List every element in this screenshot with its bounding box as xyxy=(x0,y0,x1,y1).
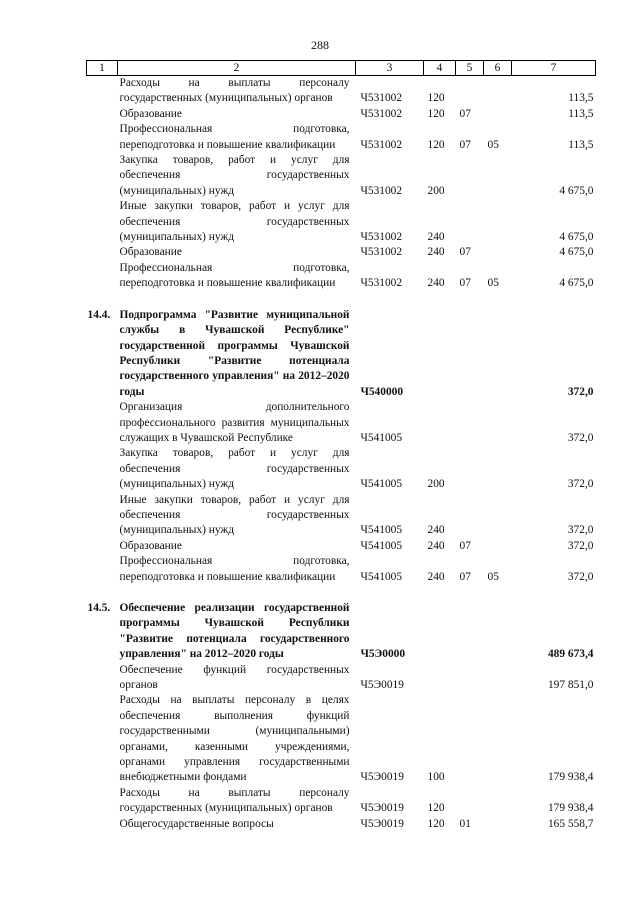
table-row xyxy=(87,199,596,245)
row-expense-type: 120 xyxy=(427,107,445,120)
column-header-section: 5 xyxy=(456,61,484,76)
row-target-code: Ч5Э0019 xyxy=(360,802,404,815)
row-target-code: Ч531002 xyxy=(360,277,403,290)
table-row xyxy=(87,400,596,446)
row-target-code: Ч5Э0019 xyxy=(360,817,404,830)
row-section: 07 xyxy=(459,107,471,120)
row-number xyxy=(87,107,118,122)
row-amount: 179 938,4 xyxy=(547,771,594,784)
row-subsection xyxy=(484,153,512,199)
row-expense-type: 240 xyxy=(427,277,445,290)
spacer-cell xyxy=(87,292,596,308)
row-amount: 4 675,0 xyxy=(559,277,594,290)
column-header-target-code: 3 xyxy=(356,61,424,76)
table-row xyxy=(87,76,596,107)
row-amount: 489 673,4 xyxy=(547,648,594,661)
row-number xyxy=(87,693,118,785)
row-expense-type: 120 xyxy=(427,802,445,815)
row-section xyxy=(456,693,484,785)
row-subsection xyxy=(484,245,512,260)
row-section: 07 xyxy=(459,277,471,290)
spacer-cell xyxy=(87,585,596,601)
column-header-number: 1 xyxy=(87,61,118,76)
row-number xyxy=(87,817,118,832)
row-number: 14.4. xyxy=(87,308,111,321)
table-row xyxy=(87,122,596,153)
row-number xyxy=(87,153,118,199)
row-spacer xyxy=(87,292,596,308)
row-expense-type: 240 xyxy=(427,231,445,244)
row-section xyxy=(456,153,484,199)
row-name: Профессиональная подготовка, переподготовка и повышение квалификации xyxy=(119,555,350,583)
row-name: Образование xyxy=(119,107,182,120)
row-name: Закупка товаров, работ и услуг для обеспечения государственных (муниципальных) нужд xyxy=(119,447,350,491)
row-target-code: Ч531002 xyxy=(360,107,403,120)
row-name: Общегосударственные вопросы xyxy=(119,817,274,830)
row-name: Иные закупки товаров, работ и услуг для обеспечения государственных (муниципальных) нужд xyxy=(119,493,350,537)
row-subsection xyxy=(484,693,512,785)
row-subsection xyxy=(484,446,512,492)
row-subsection xyxy=(484,107,512,122)
row-subsection: 05 xyxy=(487,138,499,151)
table-row xyxy=(87,261,596,292)
row-amount: 4 675,0 xyxy=(559,246,594,259)
row-expense-type: 240 xyxy=(427,570,445,583)
row-section xyxy=(456,400,484,446)
row-amount: 372,0 xyxy=(567,524,594,537)
row-name: Профессиональная подготовка, переподготовка и повышение квалификации xyxy=(119,123,350,151)
row-subsection xyxy=(484,663,512,694)
row-expense-type: 240 xyxy=(427,539,445,552)
row-amount: 113,5 xyxy=(568,92,594,105)
row-name: Обеспечение реализации государственной программы Чувашской Республики "Развитие потенциала государственного управления" на 2012–2020 годы xyxy=(119,602,350,661)
row-amount: 372,0 xyxy=(567,539,594,552)
row-target-code: Ч531002 xyxy=(360,184,403,197)
row-number: 14.5. xyxy=(87,602,111,614)
row-amount: 4 675,0 xyxy=(559,231,594,244)
row-target-code: Ч541005 xyxy=(360,570,403,583)
table-header-row xyxy=(87,61,596,76)
row-subsection xyxy=(484,199,512,245)
row-target-code: Ч531002 xyxy=(360,92,403,105)
row-target-code: Ч540000 xyxy=(360,385,404,398)
row-number xyxy=(87,446,118,492)
row-expense-type: 240 xyxy=(427,246,445,259)
row-subsection: 05 xyxy=(487,570,499,583)
row-amount: 4 675,0 xyxy=(559,184,594,197)
table-body xyxy=(87,76,596,833)
row-amount: 372,0 xyxy=(567,385,594,398)
table-row xyxy=(87,554,596,585)
table-row xyxy=(87,817,596,832)
row-target-code: Ч5Э0019 xyxy=(360,679,404,692)
row-section xyxy=(456,663,484,694)
row-target-code: Ч541005 xyxy=(360,431,403,444)
row-number xyxy=(87,400,118,446)
table-row xyxy=(87,663,596,694)
row-expense-type: 200 xyxy=(427,478,445,491)
row-name: Профессиональная подготовка, переподготовка и повышение квалификации xyxy=(119,261,350,290)
table-row-subprogram xyxy=(87,601,596,663)
row-section: 07 xyxy=(459,570,471,583)
row-name: Образование xyxy=(119,246,182,259)
table-row xyxy=(87,786,596,817)
row-subsection xyxy=(484,400,512,446)
column-header-amount: 7 xyxy=(512,61,596,76)
row-subsection xyxy=(484,786,512,817)
row-target-code: Ч531002 xyxy=(360,231,403,244)
row-expense-type xyxy=(424,601,456,663)
row-number xyxy=(87,493,118,539)
row-section xyxy=(456,308,484,400)
row-section: 07 xyxy=(459,246,471,259)
row-name: Подпрограмма "Развитие муниципальной службы в Чувашской Республике" государственной программы Чувашской Республики "Развитие потенциала государственного управления" на 2012–2020 годы xyxy=(119,308,350,398)
row-name: Обеспечение функций государственных органов xyxy=(119,663,350,692)
table-row xyxy=(87,107,596,122)
row-amount: 372,0 xyxy=(567,431,594,444)
row-section xyxy=(456,786,484,817)
row-expense-type: 120 xyxy=(427,92,445,105)
column-header-expense-type: 4 xyxy=(424,61,456,76)
row-subsection xyxy=(484,308,512,400)
row-subsection xyxy=(484,817,512,832)
row-amount: 372,0 xyxy=(567,570,594,583)
column-header-name: 2 xyxy=(118,61,356,76)
row-spacer xyxy=(87,585,596,601)
row-number xyxy=(87,76,118,107)
row-expense-type: 120 xyxy=(427,817,445,830)
row-section xyxy=(456,446,484,492)
table-row xyxy=(87,493,596,539)
row-number xyxy=(87,245,118,260)
row-expense-type: 100 xyxy=(427,771,445,784)
row-name: Расходы на выплаты персоналу в целях обеспечения выполнения функций государственными (муниципальными) органами, казенными учреждениями, органами управления государственными внебюджетными фондами xyxy=(119,694,350,784)
row-number xyxy=(87,122,118,153)
row-subsection xyxy=(484,601,512,663)
row-expense-type: 120 xyxy=(427,138,445,151)
row-target-code: Ч5Э0000 xyxy=(360,648,406,661)
column-header-subsection: 6 xyxy=(484,61,512,76)
row-amount: 113,5 xyxy=(568,138,594,151)
row-number xyxy=(87,539,118,554)
row-section xyxy=(456,76,484,107)
row-number xyxy=(87,261,118,292)
row-number xyxy=(87,663,118,694)
row-target-code: Ч531002 xyxy=(360,138,403,151)
table-row xyxy=(87,245,596,260)
table-row xyxy=(87,693,596,785)
table-row xyxy=(87,153,596,199)
row-subsection xyxy=(484,76,512,107)
page-number: 288 xyxy=(311,38,329,52)
table-row xyxy=(87,446,596,492)
row-amount: 165 558,7 xyxy=(547,817,594,830)
row-expense-type xyxy=(424,400,456,446)
row-expense-type xyxy=(424,663,456,694)
row-section xyxy=(456,199,484,245)
row-name: Организация дополнительного профессионального развития муниципальных служащих в Чувашской Республике xyxy=(119,401,350,444)
row-target-code: Ч531002 xyxy=(360,246,403,259)
row-expense-type xyxy=(424,308,456,400)
row-section xyxy=(456,493,484,539)
row-subsection xyxy=(484,493,512,539)
row-amount: 372,0 xyxy=(567,478,594,491)
row-number xyxy=(87,199,118,245)
row-section xyxy=(456,601,484,663)
row-number xyxy=(87,786,118,817)
row-subsection: 05 xyxy=(487,277,499,290)
row-section: 01 xyxy=(459,817,471,830)
row-number xyxy=(87,554,118,585)
row-amount: 179 938,4 xyxy=(547,802,594,815)
row-target-code: Ч541005 xyxy=(360,539,403,552)
row-expense-type: 240 xyxy=(427,524,445,537)
row-target-code: Ч5Э0019 xyxy=(360,771,404,784)
table-row xyxy=(87,539,596,554)
row-name: Образование xyxy=(119,539,182,552)
row-name: Расходы на выплаты персоналу государственных (муниципальных) органов xyxy=(119,786,350,815)
row-target-code: Ч541005 xyxy=(360,478,403,491)
row-name: Расходы на выплаты персоналу государственных (муниципальных) органов xyxy=(119,77,350,105)
row-section: 07 xyxy=(459,539,471,552)
row-target-code: Ч541005 xyxy=(360,524,403,537)
row-section: 07 xyxy=(459,138,471,151)
row-subsection xyxy=(484,539,512,554)
row-amount: 113,5 xyxy=(568,107,594,120)
row-expense-type: 200 xyxy=(427,184,445,197)
budget-table xyxy=(86,60,596,832)
row-name: Иные закупки товаров, работ и услуг для обеспечения государственных (муниципальных) нужд xyxy=(119,200,350,244)
row-amount: 197 851,0 xyxy=(547,679,594,692)
table-row-subprogram xyxy=(87,308,596,400)
row-name: Закупка товаров, работ и услуг для обеспечения государственных (муниципальных) нужд xyxy=(119,154,350,197)
